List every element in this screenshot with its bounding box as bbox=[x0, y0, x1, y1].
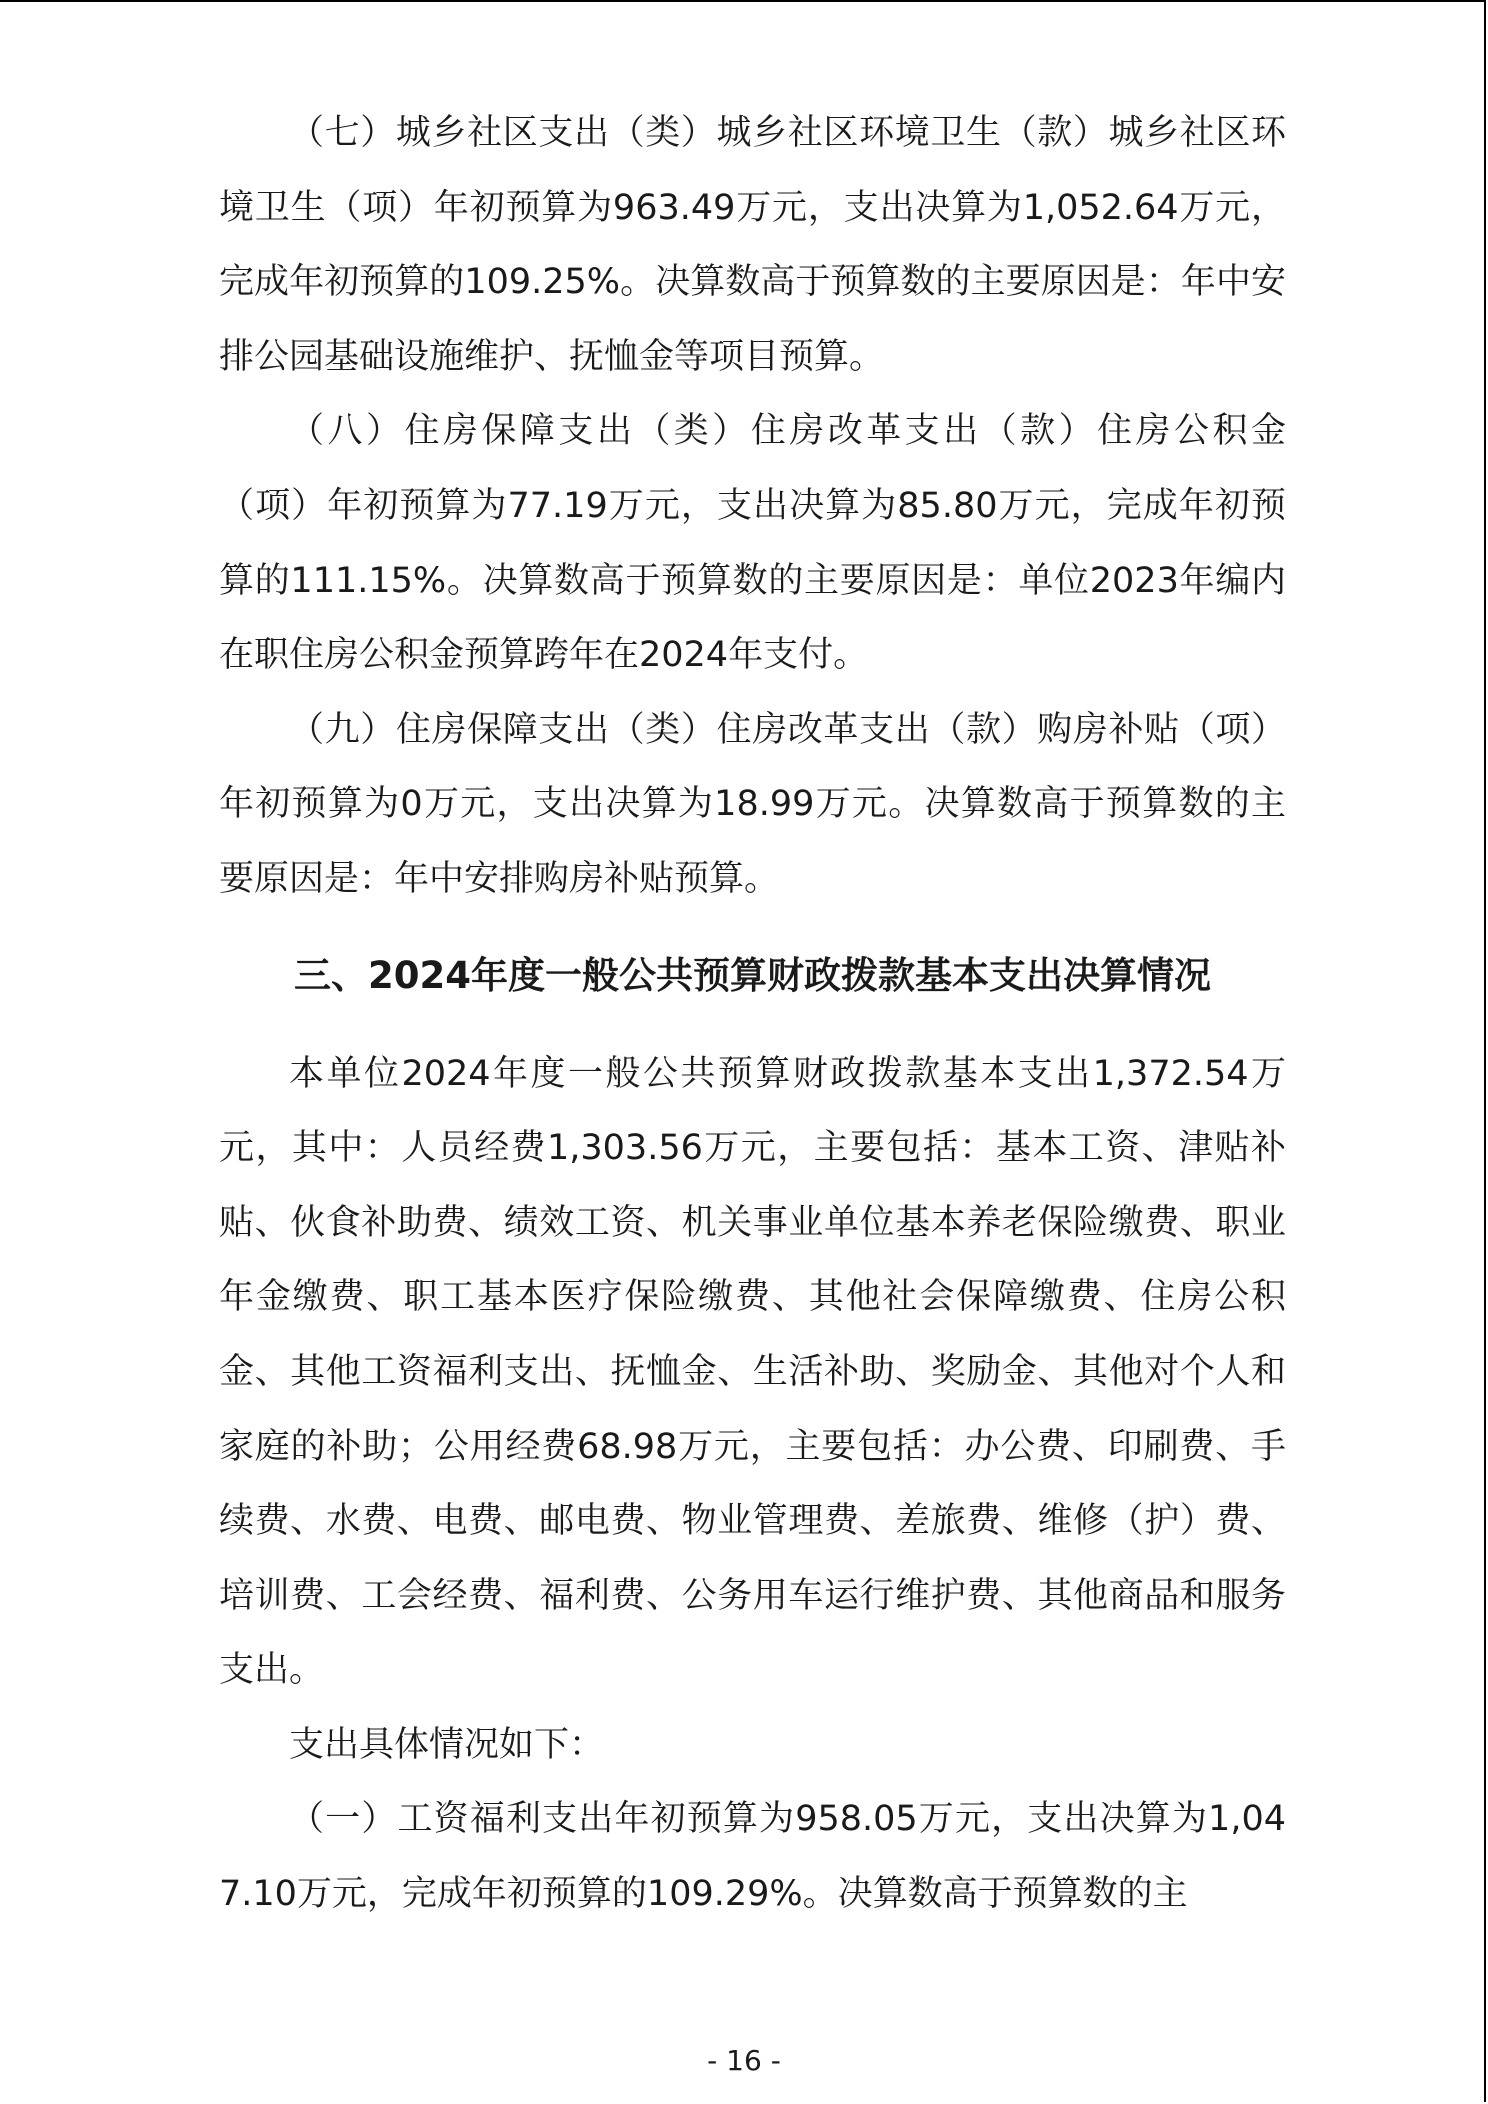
paragraph-7-urban-community: （七）城乡社区支出（类）城乡社区环境卫生（款）城乡社区环境卫生（项）年初预算为963.49万元，支出决算为1,052.64万元，完成年初预算的109.25%。决算数高于预算数的主要原因是：年中安排公园基础设施维护、抚恤金等项目预算。 bbox=[219, 113, 1286, 377]
paragraph-basic-expenditure: 本单位2024年度一般公共预算财政拨款基本支出1,372.54万元，其中：人员经费1,303.56万元，主要包括：基本工资、津贴补贴、伙食补助费、绩效工资、机关事业单位基本养老保险缴费、职业年金缴费、职工基本医疗保险缴费、其他社会保障缴费、住房公积金、其他工资福利支出、抚恤金、生活补助、奖励金、其他对个人和家庭的补助；公用经费68.98万元，主要包括：办公费、印刷费、手续费、水费、电费、邮电费、物业管理费、差旅费、维修（护）费、培训费、工会经费、福利费、公务用车运行维护费、其他商品和服务支出。 bbox=[219, 1053, 1286, 1691]
paragraph-details-intro: 支出具体情况如下： bbox=[289, 1724, 605, 1765]
section-heading: 三、2024年度一般公共预算财政拨款基本支出决算情况 bbox=[294, 953, 1211, 997]
document-body bbox=[219, 96, 1286, 1932]
paragraph-9-housing-subsidy: （九）住房保障支出（类）住房改革支出（款）购房补贴（项）年初预算为0万元，支出决算为18.99万元。决算数高于预算数的主要原因是：年中安排购房补贴预算。 bbox=[219, 709, 1286, 899]
paragraph-8-housing-fund: （八）住房保障支出（类）住房改革支出（款）住房公积金（项）年初预算为77.19万元，支出决算为85.80万元，完成年初预算的111.15%。决算数高于预算数的主要原因是：单位2023年编内在职住房公积金预算跨年在2024年支付。 bbox=[219, 411, 1286, 676]
page-number: - 16 - bbox=[707, 2044, 781, 2077]
paragraph-1-salary-welfare: （一）工资福利支出年初预算为958.05万元，支出决算为1,047.10万元，完成年初预算的109.29%。决算数高于预算数的主 bbox=[219, 1799, 1286, 1915]
